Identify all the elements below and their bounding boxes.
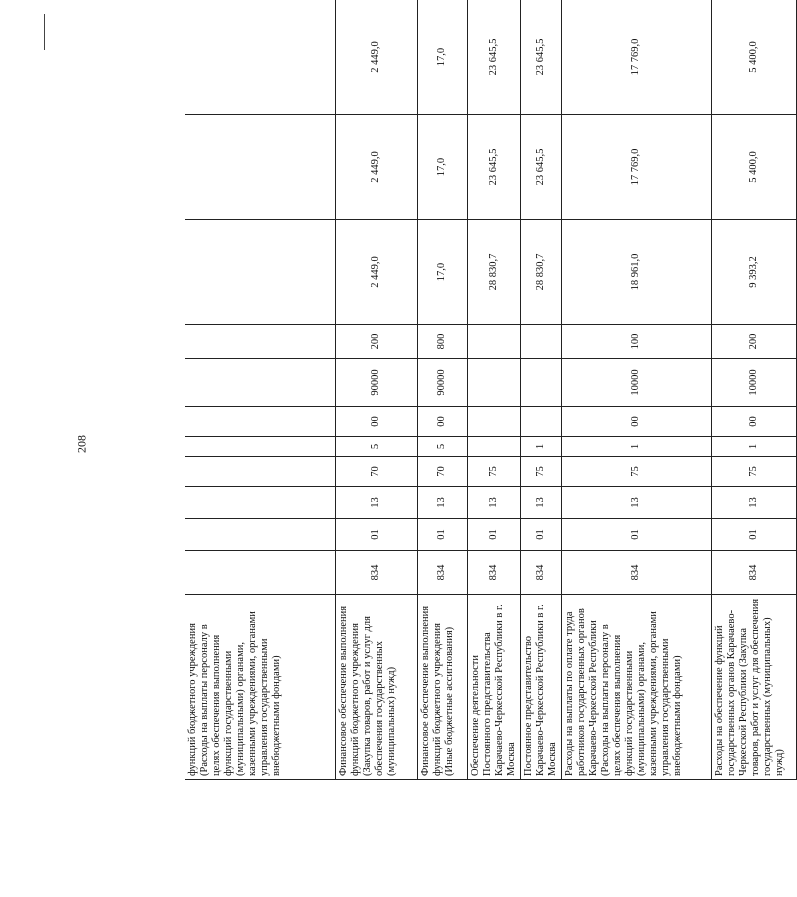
cell-description: функций бюджетного учреждения (Расходы на выплаты персоналу в целях обеспечения выполнения функций государственными (муниципальными) органами, казенными учреждениями, органами управления государственными внебюджетными фондами) bbox=[185, 595, 335, 780]
cell-description: Расходы на выплаты по оплате труда работников государственных органов Карачаево-Черкесской Республики (Расходы на выплаты персоналу в целях обеспечения выполнения функций государственными (муниципальными) органами, казенными учреждениями, органами управления государственными внебюджетными фондами) bbox=[561, 595, 711, 780]
cell-amount-2: 2 449,0 bbox=[335, 115, 417, 220]
cell-subprogram bbox=[467, 437, 520, 457]
cell-subsection bbox=[185, 487, 335, 519]
cell-section: 01 bbox=[561, 519, 711, 551]
cell-direction: 10000 bbox=[561, 359, 711, 407]
cell-main-event bbox=[185, 407, 335, 437]
cell-amount-2 bbox=[185, 115, 335, 220]
cell-main-event: 00 bbox=[561, 407, 711, 437]
cell-subprogram: 1 bbox=[520, 437, 561, 457]
cell-expense-type bbox=[467, 325, 520, 359]
cell-amount-1: 28 830,7 bbox=[520, 220, 561, 325]
budget-table bbox=[185, 0, 797, 780]
cell-amount-3: 17 769,0 bbox=[561, 0, 711, 115]
cell-expense-type bbox=[185, 325, 335, 359]
cell-program: 75 bbox=[711, 457, 796, 487]
scan-margin-mark bbox=[44, 14, 45, 50]
cell-amount-2: 17 769,0 bbox=[561, 115, 711, 220]
cell-amount-3 bbox=[185, 0, 335, 115]
cell-subsection: 13 bbox=[561, 487, 711, 519]
cell-expense-type: 100 bbox=[561, 325, 711, 359]
cell-description: Расходы на обеспечение функций государственных органов Карачаево-Черкесской Республики (Закупка товаров, работ и услуг для обеспечения государственных (муниципальных) нужд) bbox=[711, 595, 796, 780]
cell-amount-1: 18 961,0 bbox=[561, 220, 711, 325]
cell-main-event: 00 bbox=[417, 407, 467, 437]
cell-expense-type: 200 bbox=[335, 325, 417, 359]
cell-amount-3: 17,0 bbox=[417, 0, 467, 115]
cell-subprogram: 1 bbox=[711, 437, 796, 457]
cell-subprogram: 1 bbox=[561, 437, 711, 457]
cell-ministry bbox=[185, 551, 335, 595]
cell-amount-1: 2 449,0 bbox=[335, 220, 417, 325]
cell-section: 01 bbox=[711, 519, 796, 551]
cell-ministry: 834 bbox=[711, 551, 796, 595]
table-row bbox=[185, 0, 335, 780]
cell-main-event bbox=[467, 407, 520, 437]
cell-section: 01 bbox=[467, 519, 520, 551]
cell-ministry: 834 bbox=[467, 551, 520, 595]
cell-description: Обеспечение деятельности Постоянного представительства Карачаево-Черкесской Республики в г. Москва bbox=[467, 595, 520, 780]
cell-direction bbox=[185, 359, 335, 407]
table-row bbox=[711, 0, 796, 780]
cell-ministry: 834 bbox=[561, 551, 711, 595]
cell-direction bbox=[520, 359, 561, 407]
cell-ministry: 834 bbox=[417, 551, 467, 595]
cell-amount-1: 17,0 bbox=[417, 220, 467, 325]
cell-amount-1 bbox=[185, 220, 335, 325]
cell-amount-2: 23 645,5 bbox=[520, 115, 561, 220]
table-row bbox=[520, 0, 561, 780]
cell-program: 75 bbox=[520, 457, 561, 487]
cell-subsection: 13 bbox=[335, 487, 417, 519]
cell-section: 01 bbox=[417, 519, 467, 551]
table-row bbox=[561, 0, 711, 780]
table-row bbox=[335, 0, 417, 780]
cell-amount-3: 2 449,0 bbox=[335, 0, 417, 115]
cell-subsection: 13 bbox=[467, 487, 520, 519]
cell-direction: 10000 bbox=[711, 359, 796, 407]
cell-main-event: 00 bbox=[711, 407, 796, 437]
cell-amount-3: 23 645,5 bbox=[467, 0, 520, 115]
cell-subsection: 13 bbox=[711, 487, 796, 519]
cell-direction: 90000 bbox=[335, 359, 417, 407]
cell-direction bbox=[467, 359, 520, 407]
cell-direction: 90000 bbox=[417, 359, 467, 407]
cell-program: 70 bbox=[417, 457, 467, 487]
cell-ministry: 834 bbox=[520, 551, 561, 595]
cell-amount-3: 5 400,0 bbox=[711, 0, 796, 115]
cell-description: Финансовое обеспечение выполнения функций бюджетного учреждения (Закупка товаров, работ и услуг для обеспечения государственных (муниципальных) нужд) bbox=[335, 595, 417, 780]
cell-amount-2: 23 645,5 bbox=[467, 115, 520, 220]
cell-main-event bbox=[520, 407, 561, 437]
cell-subsection: 13 bbox=[417, 487, 467, 519]
cell-expense-type: 800 bbox=[417, 325, 467, 359]
cell-amount-1: 28 830,7 bbox=[467, 220, 520, 325]
cell-section: 01 bbox=[335, 519, 417, 551]
cell-subsection: 13 bbox=[520, 487, 561, 519]
budget-table-rotated bbox=[185, 0, 785, 780]
cell-program bbox=[185, 457, 335, 487]
cell-amount-2: 5 400,0 bbox=[711, 115, 796, 220]
cell-expense-type bbox=[520, 325, 561, 359]
cell-description: Постоянное представительство Карачаево-Черкесской Республики в г. Москва bbox=[520, 595, 561, 780]
cell-amount-1: 9 393,2 bbox=[711, 220, 796, 325]
cell-amount-3: 23 645,5 bbox=[520, 0, 561, 115]
cell-amount-2: 17,0 bbox=[417, 115, 467, 220]
cell-section bbox=[185, 519, 335, 551]
table-row bbox=[417, 0, 467, 780]
page-number: 208 bbox=[74, 435, 89, 453]
cell-program: 70 bbox=[335, 457, 417, 487]
table-row bbox=[467, 0, 520, 780]
cell-subprogram bbox=[185, 437, 335, 457]
cell-main-event: 00 bbox=[335, 407, 417, 437]
cell-program: 75 bbox=[561, 457, 711, 487]
cell-description: Финансовое обеспечение выполнения функций бюджетного учреждения (Иные бюджетные ассигнования) bbox=[417, 595, 467, 780]
cell-ministry: 834 bbox=[335, 551, 417, 595]
cell-subprogram: 5 bbox=[335, 437, 417, 457]
cell-program: 75 bbox=[467, 457, 520, 487]
cell-expense-type: 200 bbox=[711, 325, 796, 359]
cell-subprogram: 5 bbox=[417, 437, 467, 457]
cell-section: 01 bbox=[520, 519, 561, 551]
